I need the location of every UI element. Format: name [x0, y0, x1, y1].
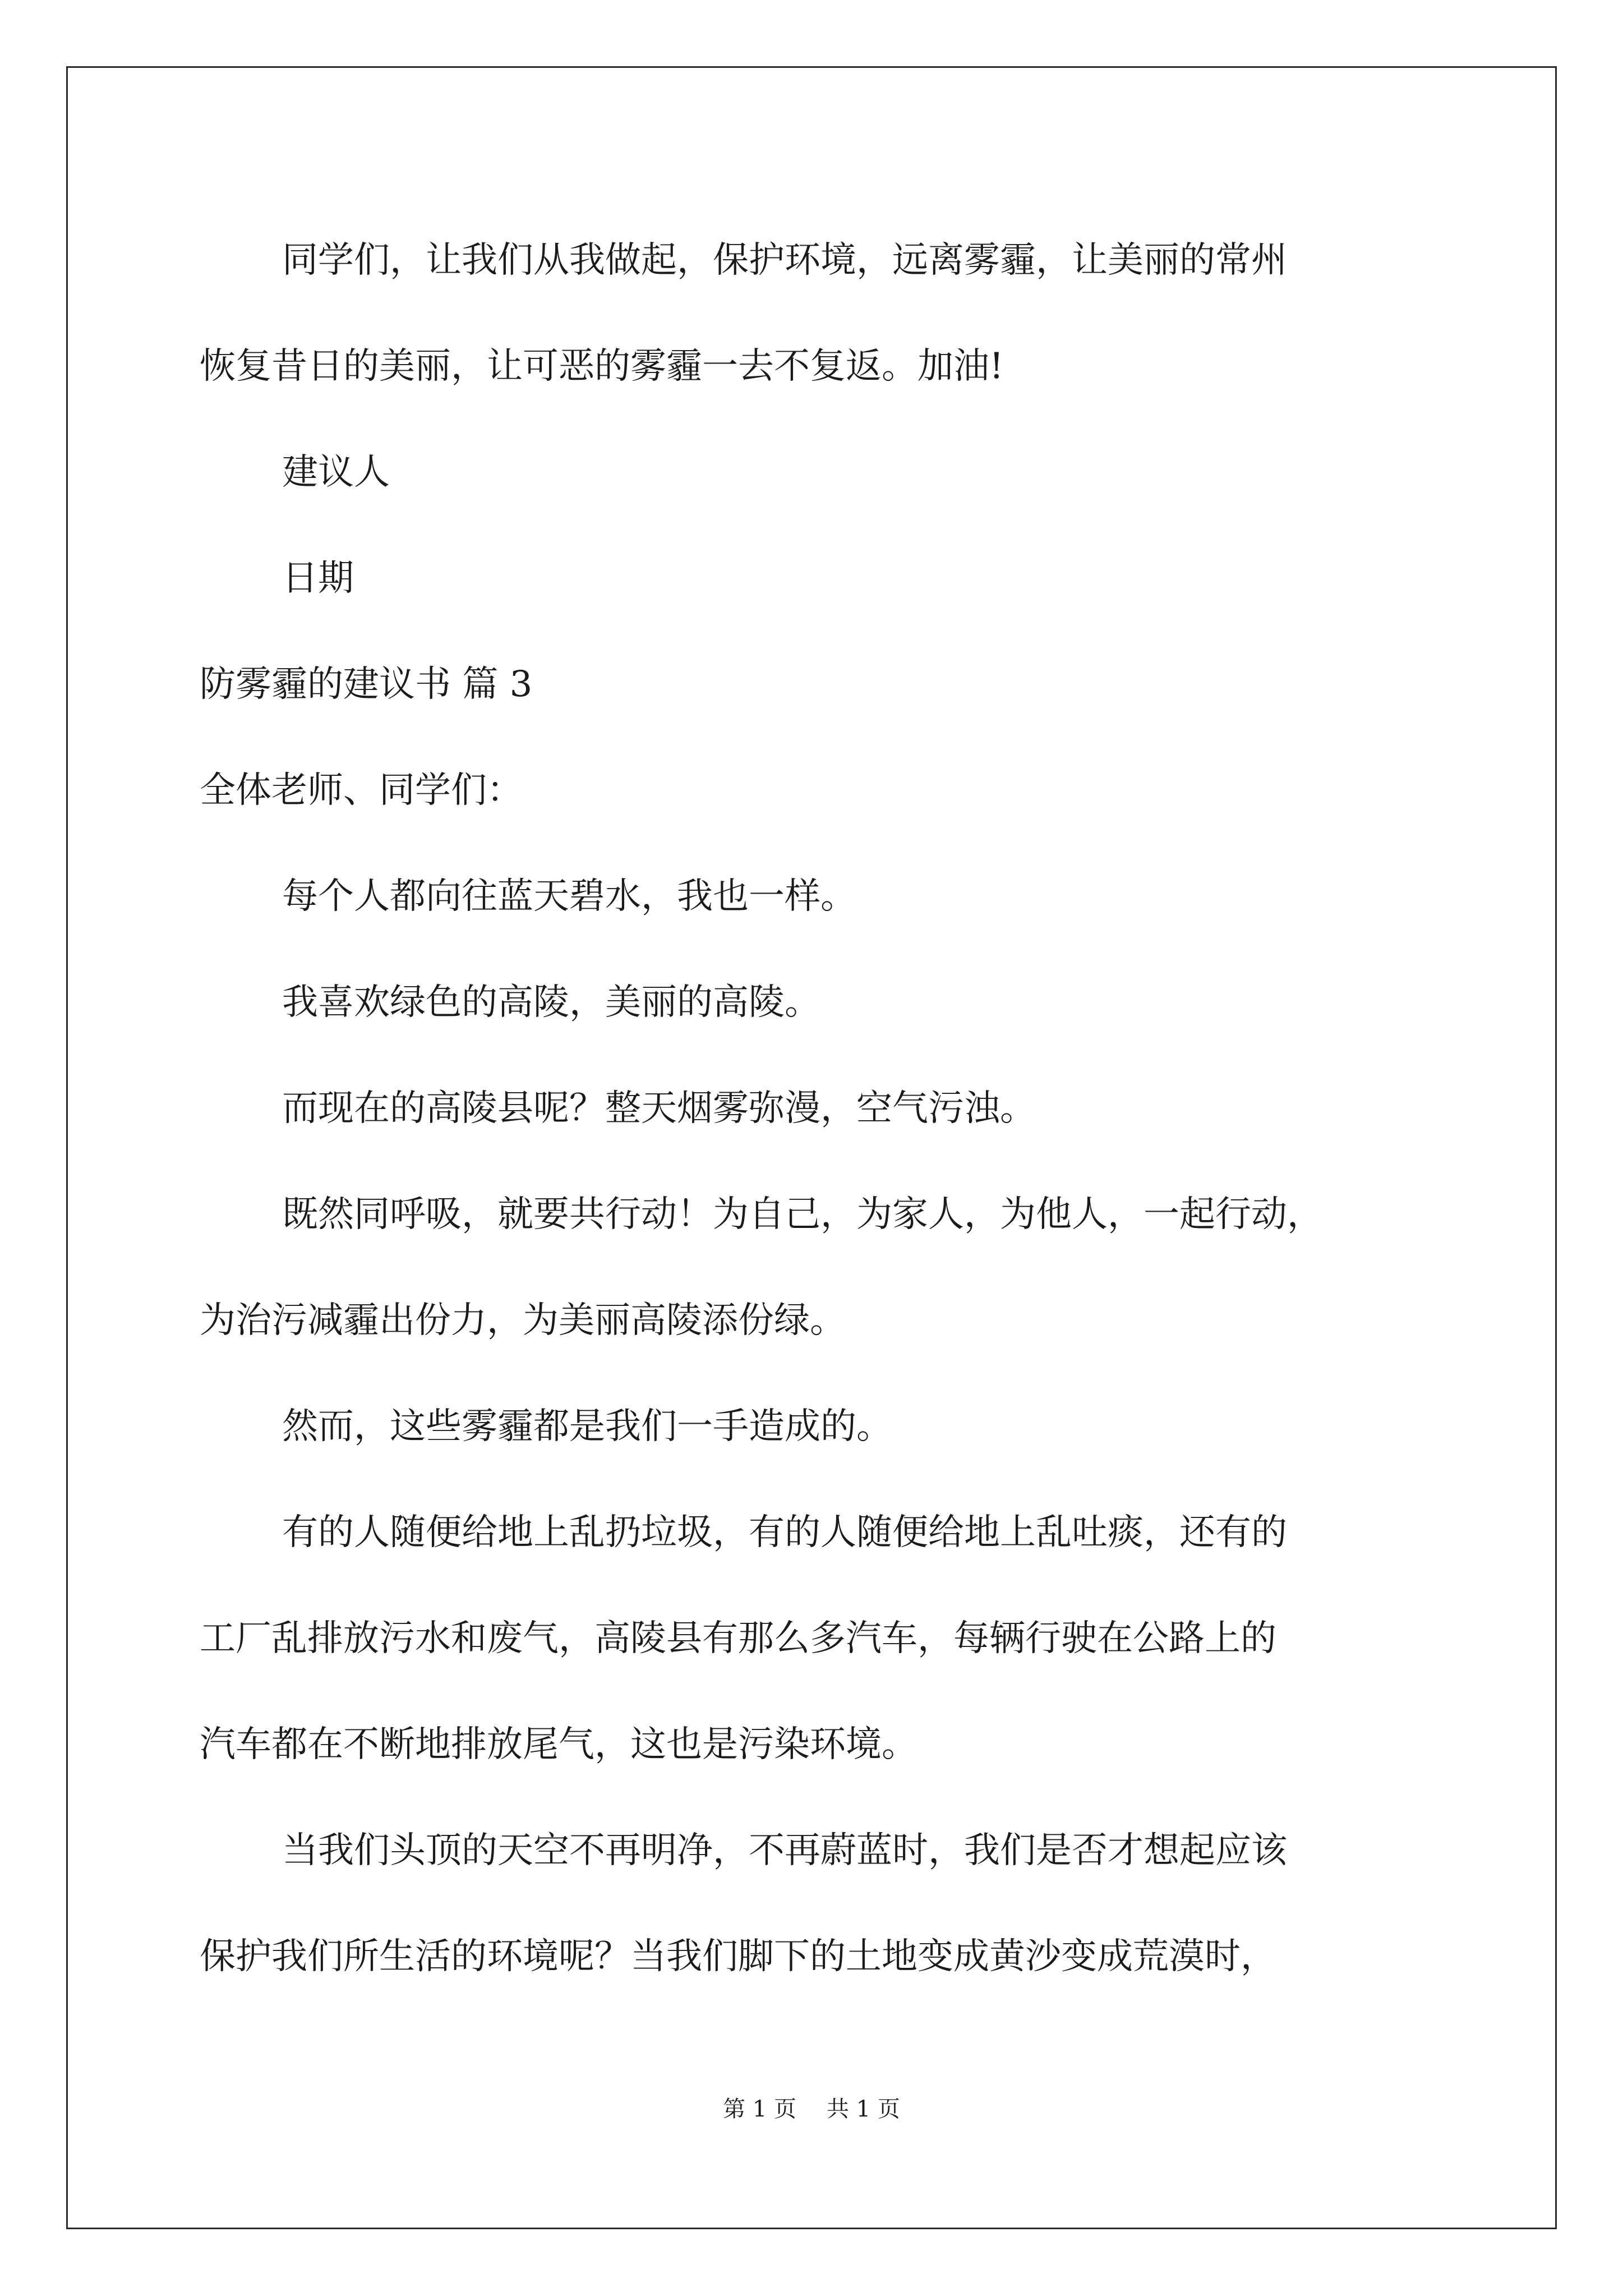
document-body — [200, 208, 1490, 2010]
text-line: 汽车都在不断地排放尾气，这也是污染环境。 — [200, 1724, 917, 1765]
text-line: 防雾霾的建议书 篇 3 — [200, 664, 533, 705]
text-line: 有的人随便给地上乱扔垃圾，有的人随便给地上乱吐痰，还有的 — [282, 1512, 1287, 1553]
text-line: 既然同呼吸，就要共行动！为自己，为家人，为他人，一起行动， — [282, 1194, 1323, 1235]
text-line: 同学们，让我们从我做起，保护环境，远离雾霾，让美丽的常州 — [282, 240, 1287, 281]
text-line: 为治污减霾出份力，为美丽高陵添份绿。 — [200, 1300, 846, 1341]
page-footer — [0, 2092, 1623, 2126]
text-line: 而现在的高陵县呢？整天烟雾弥漫，空气污浊。 — [282, 1088, 1036, 1129]
text-line: 日期 — [282, 558, 354, 599]
page-number-current: 第 1 页 — [723, 2096, 796, 2122]
text-line: 每个人都向往蓝天碧水，我也一样。 — [282, 876, 856, 917]
text-line: 我喜欢绿色的高陵，美丽的高陵。 — [282, 982, 820, 1023]
page-number-total: 共 1 页 — [827, 2096, 900, 2122]
text-line: 工厂乱排放污水和废气，高陵县有那么多汽车，每辆行驶在公路上的 — [200, 1618, 1276, 1659]
text-line: 恢复昔日的美丽，让可恶的雾霾一去不复返。加油! — [200, 346, 1004, 387]
text-line: 全体老师、同学们： — [200, 770, 523, 811]
text-line: 然而，这些雾霾都是我们一手造成的。 — [282, 1406, 892, 1447]
text-line: 保护我们所生活的环境呢？当我们脚下的土地变成黄沙变成荒漠时， — [200, 1936, 1276, 1977]
text-line: 当我们头顶的天空不再明净，不再蔚蓝时，我们是否才想起应该 — [282, 1830, 1287, 1871]
text-line: 建议人 — [282, 452, 390, 493]
